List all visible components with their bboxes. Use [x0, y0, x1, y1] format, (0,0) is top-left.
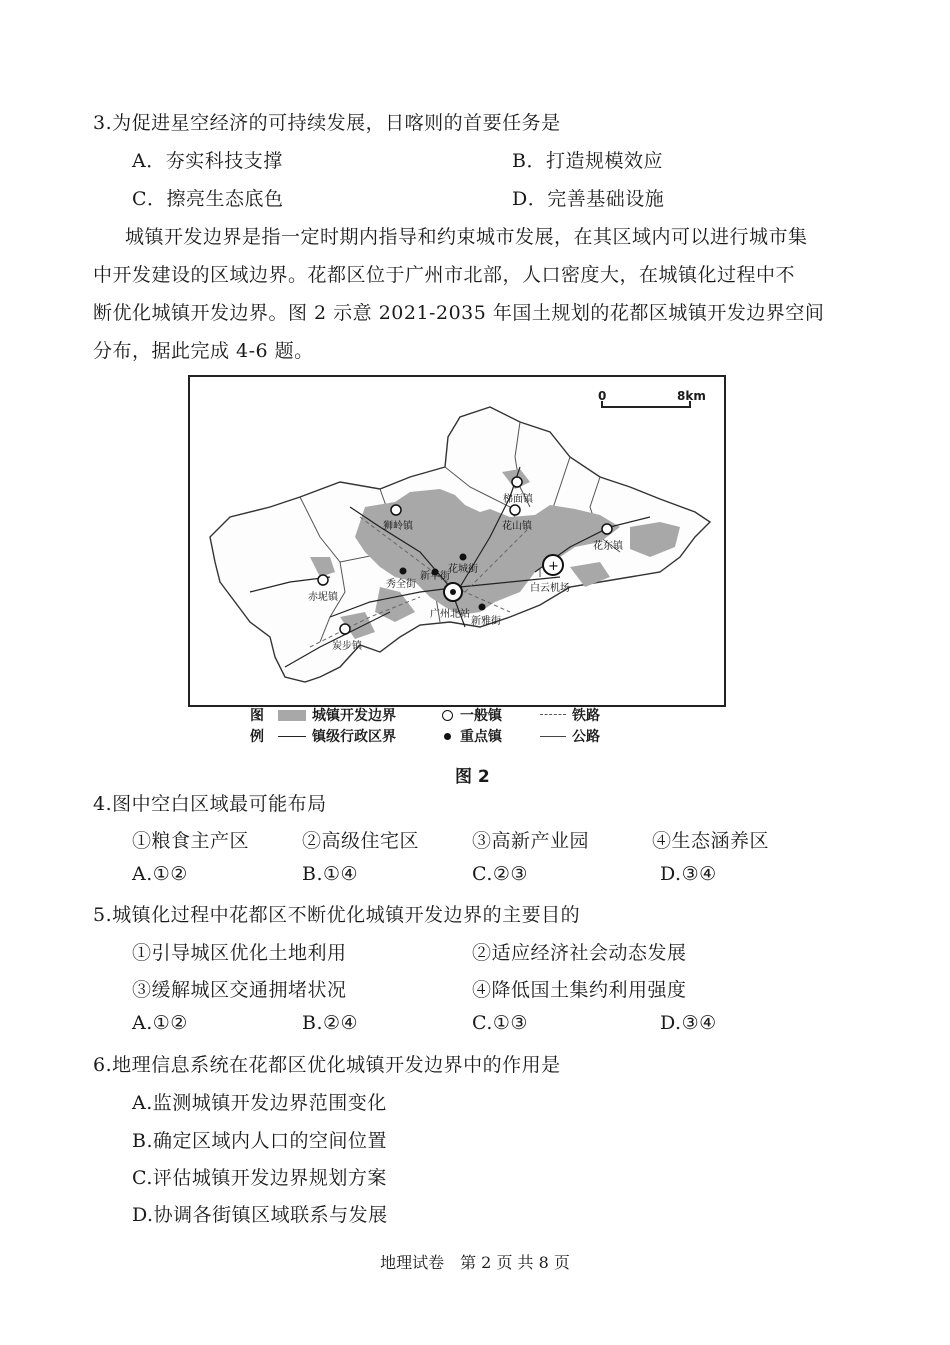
q5-option-c: C.①③	[472, 1012, 528, 1034]
figure-caption: 图 2	[455, 767, 490, 787]
town-label-xinhua: 新华街	[420, 571, 450, 582]
passage-line-4: 分布，据此完成 4-6 题。	[93, 340, 314, 362]
q4-item-4: ④生态涵养区	[652, 830, 770, 852]
q6-option-b: B.确定区域内人口的空间位置	[132, 1130, 388, 1152]
legend-admin-label: 镇级行政区界	[312, 729, 396, 745]
q4-option-d: D.③④	[660, 863, 717, 885]
xinya-marker	[479, 604, 486, 611]
q6-option-d: D.协调各街镇区域联系与发展	[132, 1204, 388, 1226]
q5-stem: 5.城镇化过程中花都区不断优化城镇开发边界的主要目的	[93, 904, 581, 926]
passage-line-1: 城镇开发边界是指一定时期内指导和约束城市发展，在其区域内可以进行城市集	[125, 226, 808, 248]
town-label-huadong: 花东镇	[593, 541, 623, 552]
shiling-marker	[391, 505, 401, 515]
legend-boundary-label: 城镇开发边界	[312, 708, 396, 724]
legend-railway-label: 铁路	[572, 708, 600, 724]
legend-highway-swatch	[540, 736, 566, 737]
town-label-xiuquan: 秀全街	[386, 579, 416, 590]
legend-title-2: 例	[250, 729, 264, 745]
town-label-tanbu: 炭步镇	[332, 641, 362, 652]
town-label-chini: 赤坭镇	[308, 592, 338, 603]
legend-admin-swatch	[278, 736, 306, 737]
q5-item-2: ②适应经济社会动态发展	[472, 942, 687, 964]
town-label-huashan: 花山镇	[502, 521, 532, 532]
mianhua-marker	[512, 477, 522, 487]
legend-boundary-swatch	[278, 710, 306, 721]
town-label-station: 广州北站	[430, 609, 470, 620]
q5-item-3: ③缓解城区交通拥堵状况	[132, 979, 347, 1001]
passage-line-2: 中开发建设的区域边界。花都区位于广州市北部，人口密度大，在城镇化过程中不	[93, 264, 796, 286]
map-figure	[188, 375, 726, 707]
map-drawing	[190, 377, 724, 705]
legend-title-1: 图	[250, 708, 264, 724]
huadong-marker	[602, 524, 612, 534]
q5-item-1: ①引导城区优化土地利用	[132, 942, 347, 964]
q4-item-1: ①粮食主产区	[132, 830, 250, 852]
huashan-marker	[510, 505, 520, 515]
chini-marker	[318, 575, 328, 585]
q4-item-2: ②高级住宅区	[302, 830, 420, 852]
q4-stem: 4.图中空白区域最可能布局	[93, 793, 327, 815]
tanbu-marker	[340, 624, 350, 634]
q5-option-d: D.③④	[660, 1012, 717, 1034]
legend-railway-swatch	[540, 714, 566, 715]
q3-option-a: A．夯实科技支撑	[132, 150, 283, 172]
legend-key-town-icon	[444, 733, 451, 740]
xiuquan-marker	[400, 568, 407, 575]
page-footer: 地理试卷 第 2 页 共 8 页	[380, 1253, 570, 1272]
town-label-huacheng: 花城街	[448, 564, 478, 575]
q4-option-a: A.①②	[132, 863, 188, 885]
q3-option-d: D．完善基础设施	[512, 188, 665, 210]
q3-option-c: C．擦亮生态底色	[132, 188, 284, 210]
q4-option-c: C.②③	[472, 863, 528, 885]
q5-item-4: ④降低国土集约利用强度	[472, 979, 687, 1001]
svg-text:+: +	[548, 559, 559, 574]
q6-stem: 6.地理信息系统在花都区优化城镇开发边界中的作用是	[93, 1054, 561, 1076]
q5-option-a: A.①②	[132, 1012, 188, 1034]
q6-option-a: A.监测城镇开发边界范围变化	[132, 1092, 387, 1114]
town-label-airport: 白云机场	[530, 583, 570, 594]
q5-option-b: B.②④	[302, 1012, 359, 1034]
q6-option-c: C.评估城镇开发边界规划方案	[132, 1167, 387, 1189]
q3-option-b: B．打造规模效应	[512, 150, 663, 172]
q4-item-3: ③高新产业园	[472, 830, 590, 852]
legend-general-town-icon	[442, 710, 453, 721]
legend-general-town-label: 一般镇	[460, 708, 502, 724]
scale-label-end: 8km	[677, 389, 706, 403]
town-label-shiling: 狮岭镇	[383, 521, 413, 532]
scale-label-start: 0	[598, 389, 607, 403]
legend-highway-label: 公路	[572, 729, 600, 745]
q3-stem: 3.为促进星空经济的可持续发展，日喀则的首要任务是	[93, 112, 561, 134]
town-label-xinya: 新雅街	[471, 616, 501, 627]
legend-key-town-label: 重点镇	[460, 729, 502, 745]
passage-line-3: 断优化城镇开发边界。图 2 示意 2021-2035 年国土规划的花都区城镇开发边界空间	[93, 302, 825, 324]
town-label-mianhua: 梯面镇	[503, 494, 533, 505]
q4-option-b: B.①④	[302, 863, 359, 885]
